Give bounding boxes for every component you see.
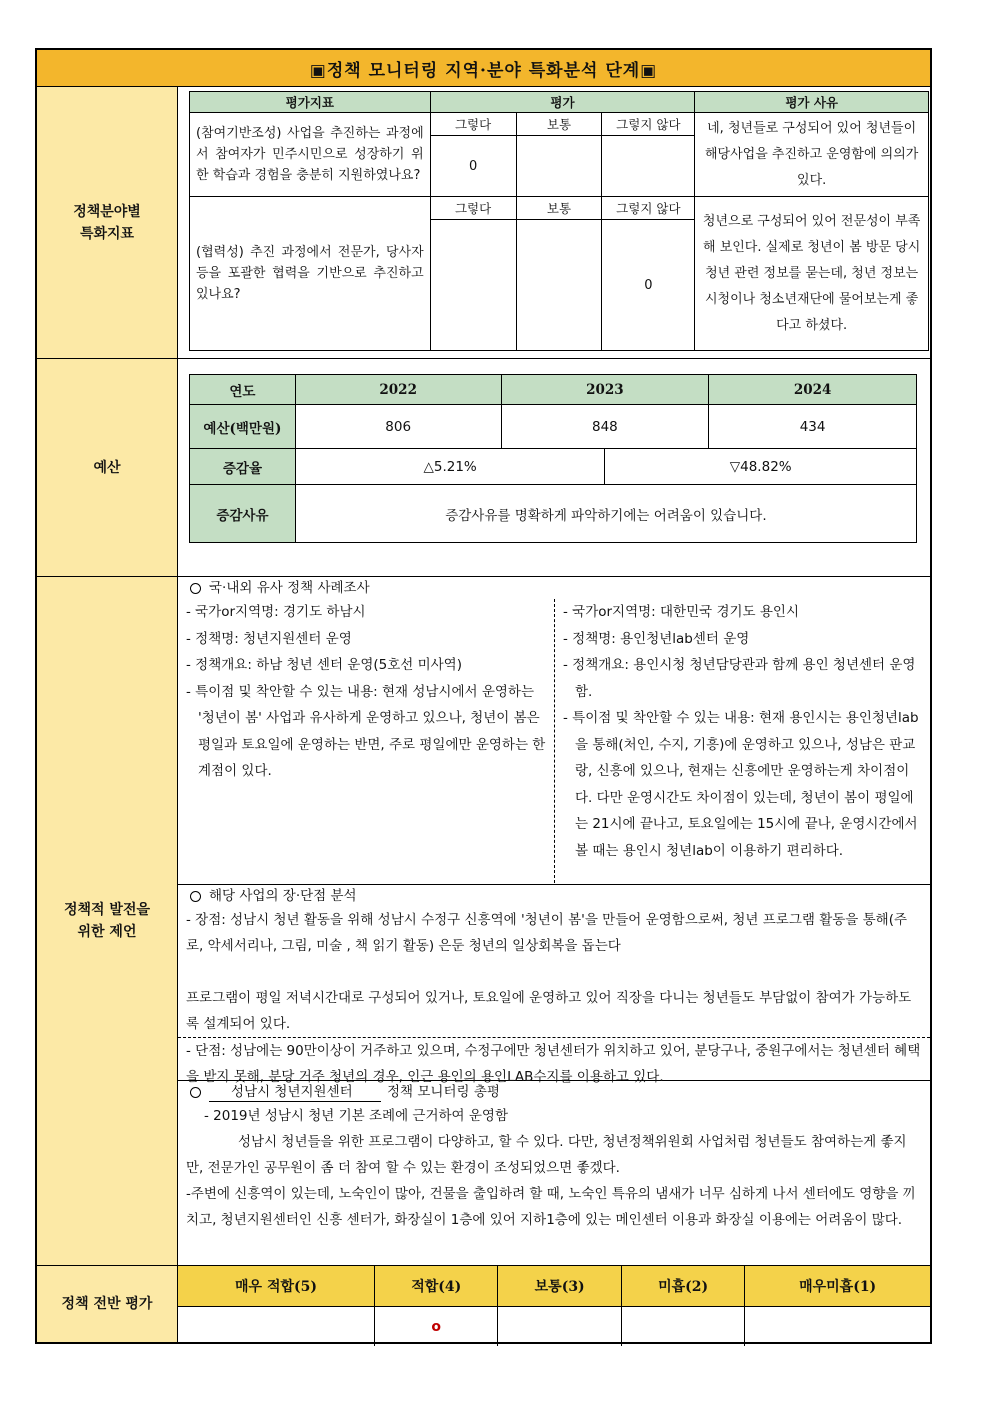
option-no: 그렇지 않다	[602, 197, 695, 220]
pros-text-1: - 장점: 성남시 청년 활동을 위해 성남시 수정구 신흥역에 '청년이 봄'을 만들어 운영함으로써, 청년 프로그램 활동을 통해(주로, 악세서리나, 그림, 미술 , 책 읽기 활동) 은둔 청년의 일상회복을 돕는다	[186, 912, 908, 954]
case-left-line: - 특이점 및 착안할 수 있는 내용: 현재 성남시에서 운영하는 '청년이 봄' 사업과 유사하게 운영하고 있으나, 청년이 봄은 평일과 토요일에 운영하는 반면, 주로 평일에만 운영하는 한계점이 있다.	[186, 683, 546, 779]
review-title: 정책 모니터링 총평	[387, 1084, 500, 1100]
option-yes: 그렇다	[430, 197, 516, 220]
case-left-line: - 국가or지역명: 경기도 하남시	[186, 604, 366, 620]
mark-grade-4: o	[375, 1307, 498, 1347]
grade-1: 매우미흡(1)	[745, 1266, 930, 1307]
overall-label: 정책 전반 평가	[37, 1266, 178, 1342]
case-left	[178, 599, 555, 883]
review-line-2: 성남시 청년들을 위한 프로그램이 다양하고, 할 수 있다. 다만, 청년정책위원회 사업처럼 청년들도 참여하는게 좋지만, 전문가인 공무원이 좀 더 참여 할 수 있는 환경이 조성되었으면 좋겠다.	[186, 1134, 907, 1176]
overall-table	[178, 1266, 930, 1346]
specialized-table	[189, 91, 929, 351]
form-title: ▣정책 모니터링 지역·분야 특화분석 단계▣	[37, 50, 930, 87]
mark-grade-2	[621, 1307, 744, 1347]
pros-block	[178, 907, 930, 1037]
mark-grade-3	[498, 1307, 621, 1347]
case-right-line: - 특이점 및 착안할 수 있는 내용: 현재 용인시는 용인청년lab을 통해(처인, 수지, 기흥)에 운영하고 있으나, 성남은 판교랑, 신흥에 있으나, 현재는 신흥에만 운영하는게 차이점이다. 다만 운영시간도 차이점이 있는데, 청년이 봄이 평일에는 21시에 끝나고, 토요일에는 15시에 끝나, 운영시간에서 볼 때는 용인시 청년lab이 이용하기 편리하다.	[563, 710, 919, 859]
mark-2-yes	[430, 220, 516, 351]
mark-1-yes: 0	[430, 136, 516, 197]
case-right-line: - 국가or지역명: 대한민국 경기도 용인시	[563, 604, 800, 620]
budget-section	[37, 359, 930, 577]
case-left-line: - 정책개요: 하남 청년 센터 운영(5호선 미사역)	[186, 657, 462, 673]
circle-bullet-icon	[190, 891, 201, 902]
monitoring-form	[35, 48, 932, 1344]
cases-columns	[178, 599, 930, 883]
mark-1-neutral	[516, 136, 602, 197]
specialized-section	[37, 87, 930, 359]
grade-2: 미흡(2)	[621, 1266, 744, 1307]
year-2024: 2024	[709, 375, 917, 405]
mark-2-neutral	[516, 220, 602, 351]
mark-2-no: 0	[602, 220, 695, 351]
year-2023: 2023	[501, 375, 709, 405]
case-right	[555, 599, 930, 883]
proposal-section	[37, 577, 930, 1266]
budget-label: 예산	[37, 359, 178, 576]
mark-1-no	[602, 136, 695, 197]
review-line-1: - 2019년 성남시 청년 기본 조례에 근거하여 운영함	[204, 1108, 509, 1124]
mark-grade-1	[745, 1307, 930, 1347]
review-subject: 성남시 청년지원센터	[209, 1083, 381, 1102]
case-left-line: - 정책명: 청년지원센터 운영	[186, 630, 352, 647]
case-right-line: - 정책명: 용인청년lab센터 운영	[563, 630, 750, 647]
grade-3: 보통(3)	[498, 1266, 621, 1307]
cons-text: - 단점: 성남에는 90만이상이 거주하고 있으며, 수정구에만 청년센터가 위치하고 있어, 분당구나, 중원구에서는 청년센터 혜택을 받지 못해, 분당 거주 청년의 경우, 인근 용인의 용인LAB수지를 이용하고 있다.	[178, 1037, 930, 1090]
proposal-label: 정책적 발전을 위한 제언	[37, 577, 178, 1265]
rate-header: 증감율	[190, 449, 296, 485]
review-heading	[178, 1081, 930, 1103]
amount-header: 예산(백만원)	[190, 405, 296, 449]
cases-title: 국·내외 유사 정책 사례조사	[209, 580, 370, 596]
budget-reason: 증감사유를 명확하게 파악하기에는 어려움이 있습니다.	[295, 485, 916, 543]
grade-4: 적합(4)	[375, 1266, 498, 1307]
cases-heading	[178, 577, 930, 599]
amount-2024: 434	[709, 405, 917, 449]
review-block	[178, 1081, 930, 1265]
option-neutral: 보통	[516, 113, 602, 136]
budget-table	[189, 374, 917, 543]
analysis-block	[178, 885, 930, 1085]
review-line-3: -주변에 신흥역이 있는데, 노숙인이 많아, 건물을 출입하려 할 때, 노숙인 특유의 냄새가 너무 심하게 나서 센터에도 영향을 끼치고, 청년지원센터인 신흥 센터가, 화장실이 1층에 있어 지하1층에 있는 메인센터 이용과 화장실 이용에는 어려움이 많다.	[186, 1186, 916, 1228]
analysis-heading	[178, 885, 930, 907]
overall-section	[37, 1266, 930, 1342]
circle-bullet-icon	[190, 583, 201, 594]
cases-block	[178, 577, 930, 885]
option-no: 그렇지 않다	[602, 113, 695, 136]
year-header: 연도	[190, 375, 296, 405]
option-yes: 그렇다	[430, 113, 516, 136]
reason-1: 네, 청년들로 구성되어 있어 청년들이 해당사업을 추진하고 운영함에 의의가 있다.	[695, 113, 929, 197]
header-evaluation: 평가	[430, 92, 695, 113]
amount-2022: 806	[295, 405, 501, 449]
question-2: (협력성) 추진 과정에서 전문가, 당사자 등을 포괄한 협력을 기반으로 추진하고 있나요?	[190, 197, 431, 351]
question-1: (참여기반조성) 사업을 추진하는 과정에서 참여자가 민주시민으로 성장하기 위한 학습과 경험을 충분히 지원하였나요?	[190, 113, 431, 197]
mark-grade-5	[178, 1307, 375, 1347]
year-2022: 2022	[295, 375, 501, 405]
header-indicator: 평가지표	[190, 92, 431, 113]
specialized-label: 정책분야별 특화지표	[37, 87, 178, 358]
reason-header: 증감사유	[190, 485, 296, 543]
rate-2023: △5.21%	[295, 449, 605, 485]
amount-2023: 848	[501, 405, 709, 449]
header-reason: 평가 사유	[695, 92, 929, 113]
pros-text-2: 프로그램이 평일 저녁시간대로 구성되어 있거나, 토요일에 운영하고 있어 직장을 다니는 청년들도 부담없이 참여가 가능하도록 설계되어 있다.	[186, 990, 912, 1032]
case-right-line: - 정책개요: 용인시청 청년담당관과 함께 용인 청년센터 운영함.	[563, 657, 916, 700]
grade-5: 매우 적합(5)	[178, 1266, 375, 1307]
reason-2: 청년으로 구성되어 있어 전문성이 부족해 보인다. 실제로 청년이 봄 방문 당시 청년 관련 정보를 묻는데, 청년 정보는 시청이나 청소년재단에 물어보는게 좋다고 하셨다.	[695, 197, 929, 351]
option-neutral: 보통	[516, 197, 602, 220]
circle-bullet-icon	[190, 1087, 201, 1098]
rate-2024: ▽48.82%	[605, 449, 917, 485]
analysis-title: 해당 사업의 장·단점 분석	[209, 888, 357, 904]
